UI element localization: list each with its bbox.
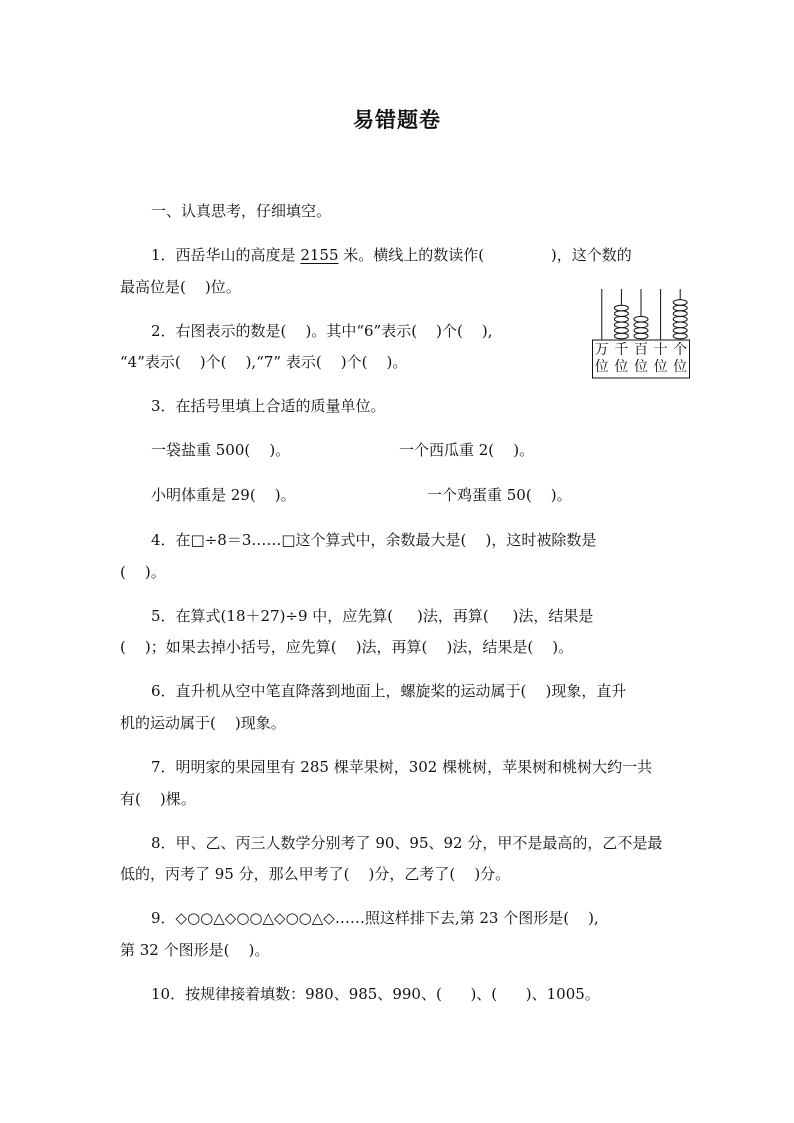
abacus-bead (673, 311, 687, 317)
question-3-line-1: 3．在括号里填上合适的质量单位。 (151, 397, 386, 415)
question-9-line-2: 第 32 个图形是( )。 (120, 941, 270, 959)
abacus-place-name: 十 (653, 342, 668, 358)
question-1-line-1 (151, 245, 632, 265)
question-3-watermelon: 一个西瓜重 2( )。 (399, 441, 535, 459)
abacus-bead (634, 316, 648, 322)
abacus-figure (592, 287, 690, 379)
abacus-place-suffix: 位 (633, 359, 648, 375)
abacus-place-labels (592, 342, 690, 379)
question-8-line-1: 8．甲、乙、丙三人数学分别考了 90、95、92 分，甲不是最高的，乙不是最 (151, 834, 663, 852)
question-8-line-2: 低的，丙考了 95 分，那么甲考了( )分，乙考了( )分。 (120, 865, 511, 883)
question-3-salt: 一袋盐重 500( )。 (151, 441, 291, 459)
section-heading: 一、认真思考，仔细填空。 (151, 202, 332, 220)
abacus-bead (614, 328, 628, 334)
question-3-xiaoming: 小明体重是 29( )。 (151, 486, 296, 504)
abacus-bead (614, 316, 628, 322)
abacus-label-3 (631, 342, 650, 379)
abacus-label-2 (612, 342, 631, 379)
question-7-line-2: 有( )棵。 (120, 790, 196, 808)
abacus-bead (614, 322, 628, 328)
abacus-place-name: 万 (594, 342, 609, 358)
q1-underlined-number: 2155 (300, 246, 339, 264)
question-9-line-1: 9．◇○○△◇○○△◇○○△◇……照这样排下去,第 23 个图形是( ), (151, 909, 599, 927)
question-4-line-1: 4．在□÷8＝3……□这个算式中，余数最大是( )，这时被除数是 (151, 531, 597, 549)
question-10-line-1: 10．按规律接着填数：980、985、990、( )、( )、1005。 (151, 985, 600, 1003)
abacus-place-name: 个 (673, 342, 688, 358)
abacus-bead (673, 305, 687, 311)
abacus-place-name: 千 (614, 342, 629, 358)
abacus-bead (614, 305, 628, 311)
q1-text-b: 米。横线上的数读作( )，这个数的 (338, 246, 632, 264)
abacus-place-suffix: 位 (673, 359, 688, 375)
abacus-bead (614, 333, 628, 339)
question-2-line-1: 2．右图表示的数是( )。其中“6”表示( )个( ), (151, 322, 493, 340)
question-5-line-1: 5．在算式(18＋27)÷9 中，应先算( )法，再算( )法，结果是 (151, 607, 594, 625)
abacus-bead (673, 300, 687, 306)
question-3-egg: 一个鸡蛋重 50( )。 (427, 486, 572, 504)
abacus-label-1 (592, 342, 611, 379)
question-2-line-2: “4”表示( )个( ),“7” 表示( )个( )。 (120, 353, 408, 371)
abacus-place-name: 百 (633, 342, 648, 358)
abacus-place-suffix: 位 (594, 359, 609, 375)
question-1-line-2: 最高位是( )位。 (120, 278, 241, 296)
question-6-line-1: 6．直升机从空中笔直降落到地面上，螺旋桨的运动属于( )现象，直升 (151, 682, 627, 700)
abacus-place-suffix: 位 (653, 359, 668, 375)
abacus-bead (673, 328, 687, 334)
abacus-label-5 (671, 342, 690, 379)
q1-text-a: 1．西岳华山的高度是 (151, 246, 301, 264)
question-6-line-2: 机的运动属于( )现象。 (120, 714, 286, 732)
abacus-bead (673, 333, 687, 339)
abacus-label-4 (651, 342, 670, 379)
abacus-place-suffix: 位 (614, 359, 629, 375)
abacus-bead (673, 316, 687, 322)
question-4-line-2: ( )。 (120, 563, 166, 581)
abacus-bead (634, 333, 648, 339)
abacus-bead (614, 311, 628, 317)
abacus-bead (634, 328, 648, 334)
abacus-bead (634, 322, 648, 328)
abacus-bead (673, 322, 687, 328)
question-7-line-1: 7．明明家的果园里有 285 棵苹果树，302 棵桃树，苹果树和桃树大约一共 (151, 758, 653, 776)
question-5-line-2: ( )；如果去掉小括号，应先算( )法，再算( )法，结果是( )。 (120, 638, 574, 656)
page-title: 易错题卷 (353, 108, 441, 132)
